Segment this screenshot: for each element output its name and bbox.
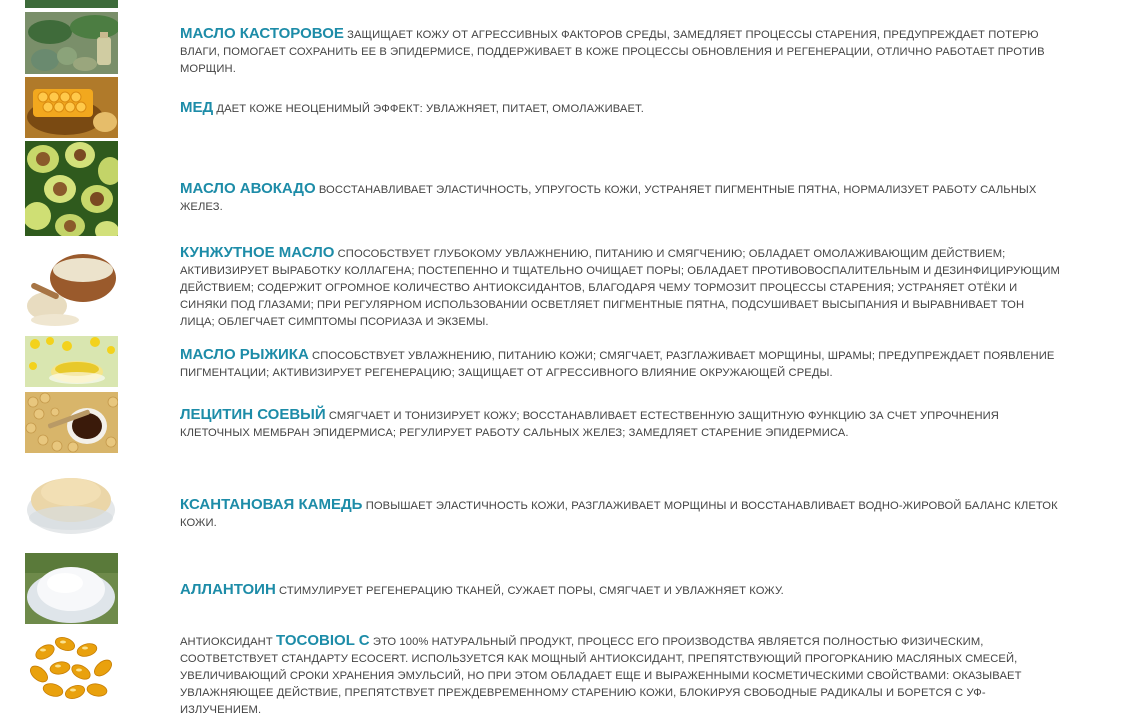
ingredient-title: АЛЛАНТОИН — [180, 581, 276, 598]
ingredient-description: ПОВЫШАЕТ ЭЛАСТИЧНОСТЬ КОЖИ, РАЗГЛАЖИВАЕТ МОРЩИНЫ И ВОССТАНАВЛИВАЕТ ВОДНО-ЖИРОВОЙ БАЛАНС КЛЕТОК КОЖИ. — [180, 500, 1058, 529]
ingredient-lead: АНТИОКСИДАНТ — [180, 636, 273, 648]
ingredient-title: КУНЖУТНОЕ МАСЛО — [180, 244, 335, 261]
camelina-oil-image — [25, 336, 118, 387]
ingredient-honey — [180, 99, 1060, 118]
ingredient-description: ЗАЩИЩАЕТ КОЖУ ОТ АГРЕССИВНЫХ ФАКТОРОВ СРЕДЫ, ЗАМЕДЛЯЕТ ПРОЦЕССЫ СТАРЕНИЯ, ПРЕДУПРЕЖДАЕТ ПОТЕРЮ ВЛАГИ, ПОМОГАЕТ СОХРАНИТЬ ЕЕ В ЭПИДЕРМИСЕ, ПОДДЕРЖИВАЕТ В КОЖЕ ПРОЦЕССЫ ОБНОВЛЕНИЯ И РЕГЕНЕРАЦИИ, ОТЛИЧНО РАБОТАЕТ ПРОТИВ МОРЩИН. — [180, 29, 1045, 75]
ingredient-description: ЭТО 100% НАТУРАЛЬНЫЙ ПРОДУКТ, ПРОЦЕСС ЕГО ПРОИЗВОДСТВА ЯВЛЯЕТСЯ ПОЛНОСТЬЮ ФИЗИЧЕСКИМ, СООТВЕТСТВУЕТ СТАНДАРТУ ECOCERT. ИСПОЛЬЗУЕТСЯ КАК МОЩНЫЙ АНТИОКСИДАНТ, ПРЕПЯТСТВУЮЩИЙ ПРОГОРКАНИЮ МАСЛЯНЫХ СМЕСЕЙ, УВЕЛИЧИВАЮЩИЙ СРОКИ ХРАНЕНИЯ ЭМУЛЬСИЙ, НО ПРИ ЭТОМ ОБЛАДАЕТ ЕЩЕ И ВЫРАЖЕННЫМИ КОСМЕТИЧЕСКИМИ СВОЙСТВАМИ: ОКАЗЫВАЕТ УВЛАЖНЯЮЩЕЕ ДЕЙСТВИЕ, ПРЕПЯТСТВУЕТ ПРЕЖДЕВРЕМЕННОМУ СТАРЕНИЮ КОЖИ, БЛОКИРУЯ СВОБОДНЫЕ РАДИКАЛЫ И БОРЕТСЯ С УФ-ИЗЛУЧЕНИЕМ. — [180, 636, 1022, 716]
ingredient-description: ВОССТАНАВЛИВАЕТ ЭЛАСТИЧНОСТЬ, УПРУГОСТЬ КОЖИ, УСТРАНЯЕТ ПИГМЕНТНЫЕ ПЯТНА, НОРМАЛИЗУЕТ РАБОТУ САЛЬНЫХ ЖЕЛЕЗ. — [180, 184, 1037, 213]
honey-image — [25, 77, 118, 138]
ingredient-avocado-oil — [180, 180, 1060, 216]
ingredient-allantoin — [180, 581, 1060, 600]
ingredient-description: ДАЕТ КОЖЕ НЕОЦЕНИМЫЙ ЭФФЕКТ: УВЛАЖНЯЕТ, ПИТАЕТ, ОМОЛАЖИВАЕТ. — [216, 103, 644, 115]
ingredient-sesame-oil — [180, 244, 1060, 331]
castor-oil-image — [25, 12, 118, 74]
ingredient-camelina-oil — [180, 346, 1060, 382]
cut-off-image — [25, 0, 118, 8]
ingredient-description: СПОСОБСТВУЕТ УВЛАЖНЕНИЮ, ПИТАНИЮ КОЖИ; СМЯГЧАЕТ, РАЗГЛАЖИВАЕТ МОРЩИНЫ, ШРАМЫ; ПРЕДУПРЕЖДАЕТ ПОЯВЛЕНИЕ ПИГМЕНТАЦИИ; АКТИВИЗИРУЕТ РЕГЕНЕРАЦИЮ; ЗАЩИЩАЕТ ОТ АГРЕССИВНОГО ВЛИЯНИЕ ОКРУЖАЮЩЕЙ СРЕДЫ. — [180, 350, 1055, 379]
vitamin-e-capsules-image — [25, 632, 118, 702]
soy-lecithin-image — [25, 392, 118, 453]
ingredient-title: ЛЕЦИТИН СОЕВЫЙ — [180, 406, 326, 423]
ingredient-title: TOCOBIOL С — [276, 632, 370, 649]
ingredient-title: МАСЛО КАСТОРОВОЕ — [180, 25, 344, 42]
ingredient-title: МЕД — [180, 99, 214, 116]
ingredient-description: СМЯГЧАЕТ И ТОНИЗИРУЕТ КОЖУ; ВОССТАНАВЛИВАЕТ ЕСТЕСТВЕННУЮ ЗАЩИТНУЮ ФУНКЦИЮ ЗА СЧЕТ УПРОЧНЕНИЯ КЛЕТОЧНЫХ МЕМБРАН ЭПИДЕРМИСА; РЕГУЛИРУЕТ РАБОТУ САЛЬНЫХ ЖЕЛЕЗ; ЗАМЕДЛЯЕТ СТАРЕНИЕ ЭПИДЕРМИСА. — [180, 410, 999, 439]
ingredient-soy-lecithin — [180, 406, 1060, 442]
ingredient-title: МАСЛО РЫЖИКА — [180, 346, 309, 363]
sesame-image — [25, 246, 118, 328]
allantoin-image — [25, 553, 118, 624]
xanthan-gum-image — [25, 462, 118, 538]
ingredient-tocobiol — [180, 632, 1060, 719]
ingredient-description: СПОСОБСТВУЕТ ГЛУБОКОМУ УВЛАЖНЕНИЮ, ПИТАНИЮ И СМЯГЧЕНИЮ; ОБЛАДАЕТ ОМОЛАЖИВАЮЩИМ ДЕЙСТВИЕМ; АКТИВИЗИРУЕТ ВЫРАБОТКУ КОЛЛАГЕНА; ПОСТЕПЕННО И ТЩАТЕЛЬНО ОЧИЩАЕТ ПОРЫ; ОБЛАДАЕТ ПРОТИВОВОСПАЛИТЕЛЬНЫМ И ДЕЗИНФИЦИРУЮЩИМ ДЕЙСТВИЕМ; СОДЕРЖИТ ОГРОМНОЕ КОЛИЧЕСТВО АНТИОКСИДАНТОВ, БЛАГОДАРЯ ЧЕМУ ТОРМОЗИТ ПРОЦЕССЫ СТАРЕНИЯ; УСТРАНЯЕТ ОТЁКИ И СИНЯКИ ПОД ГЛАЗАМИ; ПРИ РЕГУЛЯРНОМ ИСПОЛЬЗОВАНИИ ОСВЕТЛЯЕТ ПИГМЕНТНЫЕ ПЯТНА, ПОДСУШИВАЕТ ВЫСЫПАНИЯ И ВЫРАВНИВАЕТ ТОН ЛИЦА; ОБЛЕГЧАЕТ СИМПТОМЫ ПСОРИАЗА И ЭКЗЕМЫ. — [180, 248, 1060, 328]
ingredient-title: МАСЛО АВОКАДО — [180, 180, 316, 197]
ingredient-description: СТИМУЛИРУЕТ РЕГЕНЕРАЦИЮ ТКАНЕЙ, СУЖАЕТ ПОРЫ, СМЯГЧАЕТ И УВЛАЖНЯЕТ КОЖУ. — [279, 585, 784, 597]
ingredient-castor-oil — [180, 25, 1060, 78]
ingredient-xanthan-gum — [180, 496, 1060, 532]
avocado-image — [25, 141, 118, 236]
ingredient-title: КСАНТАНОВАЯ КАМЕДЬ — [180, 496, 363, 513]
